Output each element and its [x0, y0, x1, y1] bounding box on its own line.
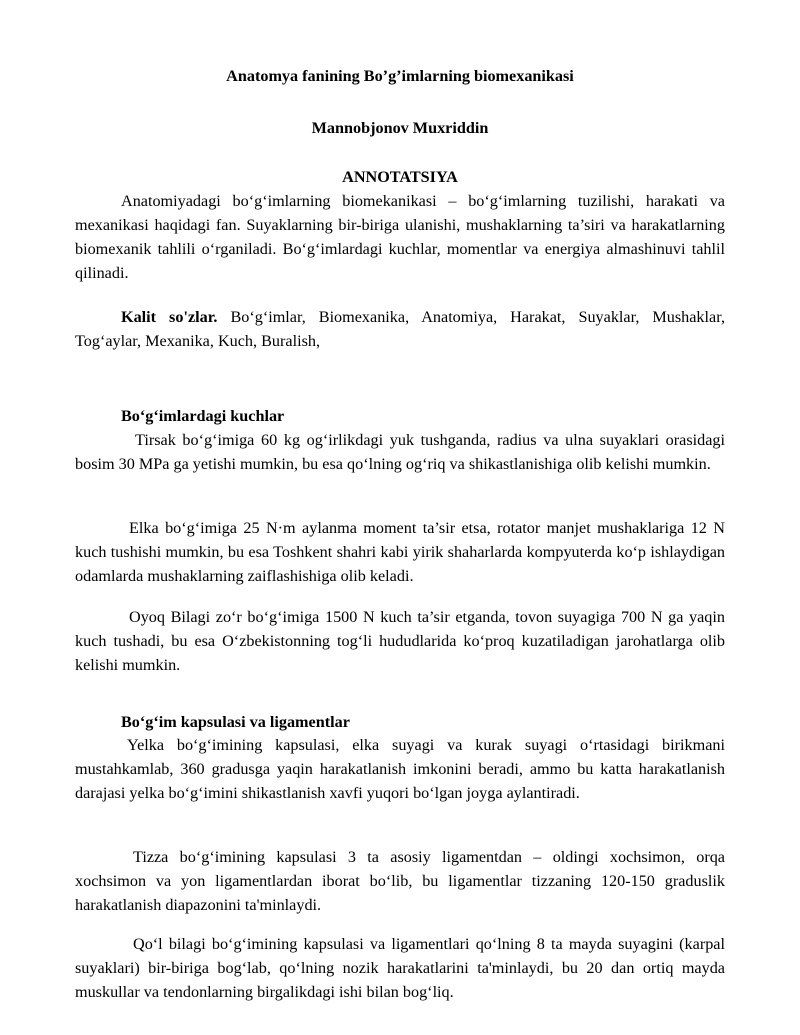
author-name: Mannobjonov Muxriddin [311, 119, 489, 137]
forces-paragraph-elbow: Tirsak bo‘g‘imiga 60 kg og‘irlikdagi yuk tushganda, radius va ulna suyaklari orasidagi bosim 30 MPa ga yetishi mumkin, bu esa qo‘lning og‘riq va shikastlanishiga olib kelishi mumkin. [75, 431, 725, 473]
keywords-text: Bo‘g‘imlar, Biomexanika, Anatomiya, Harakat, Suyaklar, Mushaklar, Tog‘aylar, Mexanika, Kuch, Buralish, [75, 308, 725, 350]
capsule-paragraph-wrist: Qo‘l bilagi bo‘g‘imining kapsulasi va ligamentlari qo‘lning 8 ta mayda suyagini (karpal suyaklari) bir-biriga bog‘lab, qo‘lning nozik harakatlarini ta'minlaydi, bu 20 dan ortiq mayda muskullar va tendonlarning birgalikdagi ishi bilan bog‘liq. [75, 935, 725, 1001]
forces-paragraph-shoulder: Elka bo‘g‘imiga 25 N·m aylanma moment ta’sir etsa, rotator manjet mushaklariga 12 N kuch tushishi mumkin, bu esa Toshkent shahri kabi yirik shaharlarda kompyuterda ko‘p ishlaydigan odamlarda mushaklarning zaiflashishiga olib keladi. [75, 519, 725, 585]
section-heading-capsule: Bo‘g‘im kapsulasi va ligamentlar [121, 713, 350, 731]
keywords-paragraph [75, 305, 725, 353]
annotation-paragraph: Anatomiyadagi bo‘g‘imlarning biomekanikasi – bo‘g‘imlarning tuzilishi, harakati va mexanikasi haqidagi fan. Suyaklarning bir-biriga ulanishi, mushaklarning ta’siri va harakatlarning biomexanik tahlili o‘rganiladi. Bo‘g‘imlardagi kuchlar, momentlar va energiya almashinuvi tahlil qilinadi. [75, 192, 725, 282]
section-heading-forces: Bo‘g‘imlardagi kuchlar [121, 407, 285, 425]
capsule-paragraph-knee: Tizza bo‘g‘imining kapsulasi 3 ta asosiy ligamentdan – oldingi xochsimon, orqa xochsimon va yon ligamentlardan iborat bo‘lib, bu ligamentlar tizzaning 120-150 graduslik harakatlanish diapazonini ta'minlaydi. [75, 848, 725, 914]
forces-paragraph-ankle: Oyoq Bilagi zo‘r bo‘g‘imiga 1500 N kuch ta’sir etganda, tovon suyagiga 700 N ga yaqin kuch tushadi, bu esa O‘zbekistonning tog‘li hududlarida ko‘proq kuzatiladigan jarohatlarga olib kelishi mumkin. [75, 608, 725, 674]
document-title: Anatomya fanining Bo’g’imlarning biomexanikasi [226, 67, 574, 85]
keywords-label: Kalit so'zlar. [121, 308, 218, 326]
annotation-heading: ANNOTATSIYA [342, 168, 458, 186]
capsule-paragraph-shoulder: Yelka bo‘g‘imining kapsulasi, elka suyagi va kurak suyagi o‘rtasidagi birikmani mustahkamlab, 360 gradusga yaqin harakatlanish imkonini beradi, ammo bu katta harakatlanish darajasi yelka bo‘g‘imini shikastlanish xavfi yuqori bo‘lgan joyga aylantiradi. [75, 736, 725, 802]
